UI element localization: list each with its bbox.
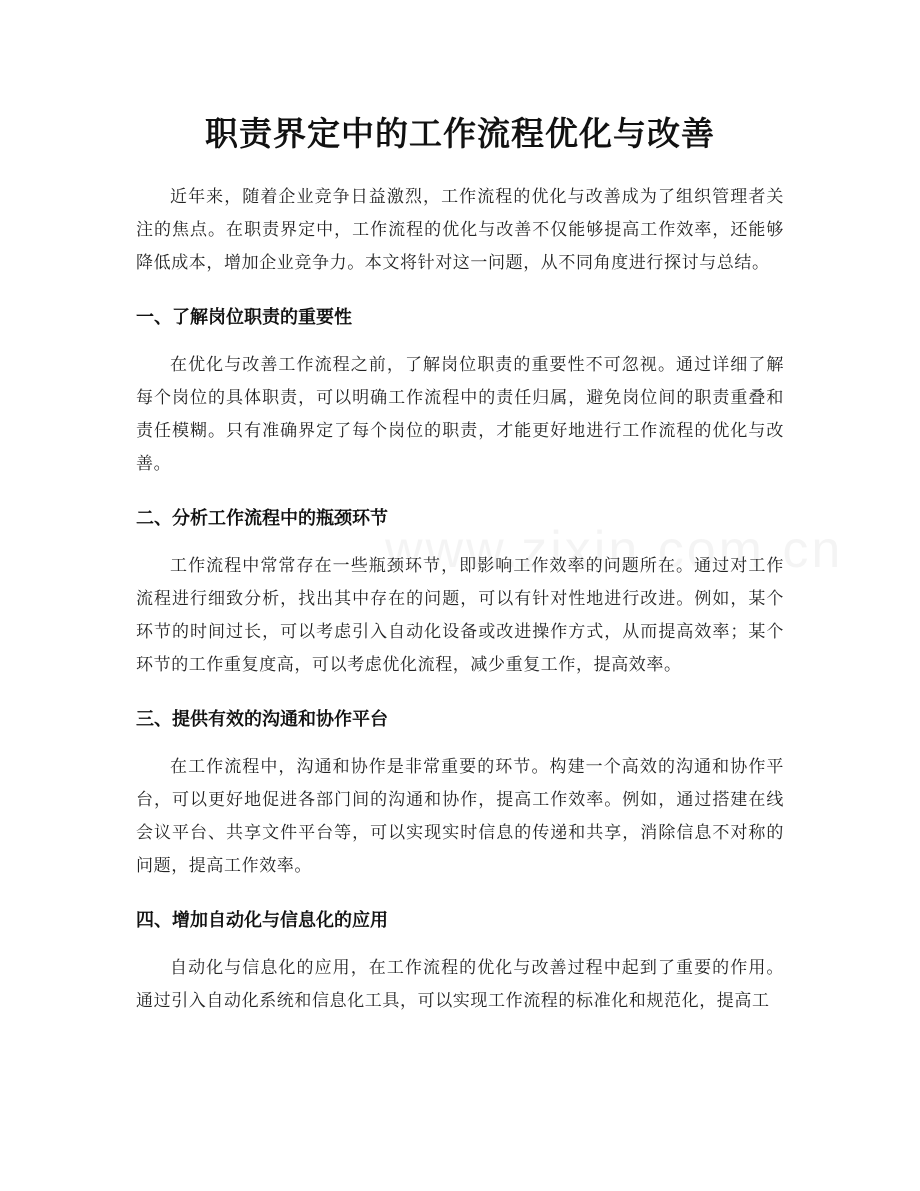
document-title: 职责界定中的工作流程优化与改善: [205, 114, 715, 153]
section-4: [136, 904, 784, 1018]
section-2: [136, 502, 784, 682]
section-1: [136, 301, 784, 481]
section-paragraph: 在优化与改善工作流程之前，了解岗位职责的重要性不可忽视。通过详细了解每个岗位的具体职责，可以明确工作流程中的责任归属，避免岗位间的职责重叠和责任模糊。只有准确界定了每个岗位的职责，才能更好地进行工作流程的优化与改善。: [136, 355, 784, 474]
section-heading: 三、提供有效的沟通和协作平台: [136, 709, 388, 730]
section-paragraph: 自动化与信息化的应用，在工作流程的优化与改善过程中起到了重要的作用。通过引入自动化系统和信息化工具，可以实现工作流程的标准化和规范化，提高工: [136, 958, 784, 1011]
section-paragraph: 工作流程中常常存在一些瓶颈环节，即影响工作效率的问题所在。通过对工作流程进行细致分析，找出其中存在的问题，可以有针对性地进行改进。例如，某个环节的时间过长，可以考虑引入自动化设备或改进操作方式，从而提高效率；某个环节的工作重复度高，可以考虑优化流程，减少重复工作，提高效率。: [136, 556, 784, 675]
intro-paragraph: 近年来，随着企业竞争日益激烈，工作流程的优化与改善成为了组织管理者关注的焦点。在职责界定中，工作流程的优化与改善不仅能够提高工作效率，还能够降低成本，增加企业竞争力。本文将针对这一问题，从不同角度进行探讨与总结。: [136, 187, 784, 273]
section-paragraph: 在工作流程中，沟通和协作是非常重要的环节。构建一个高效的沟通和协作平台，可以更好地促进各部门间的沟通和协作，提高工作效率。例如，通过搭建在线会议平台、共享文件平台等，可以实现实时信息的传递和共享，消除信息不对称的问题，提高工作效率。: [136, 757, 784, 876]
section-3: [136, 703, 784, 883]
section-heading: 二、分析工作流程中的瓶颈环节: [136, 508, 388, 529]
section-heading: 四、增加自动化与信息化的应用: [136, 910, 388, 931]
document-body: [136, 181, 784, 1018]
section-heading: 一、了解岗位职责的重要性: [136, 307, 352, 328]
